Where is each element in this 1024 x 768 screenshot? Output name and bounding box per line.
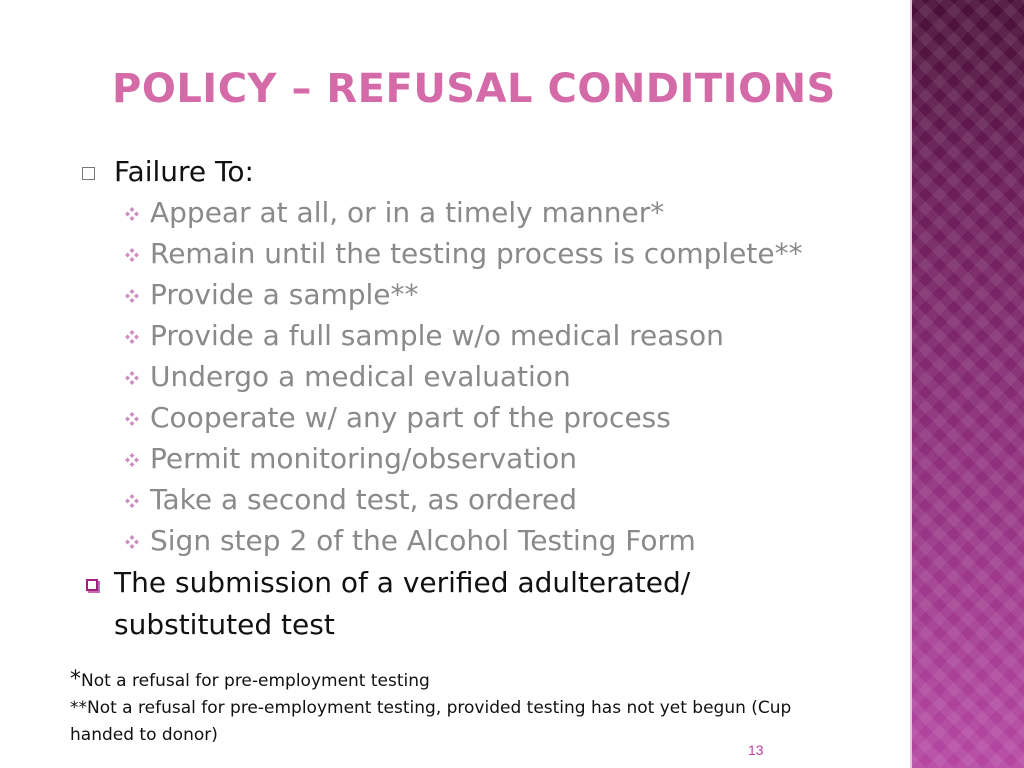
four-diamond-icon <box>124 493 140 509</box>
square-shadow-icon <box>86 579 98 591</box>
failure-item: Provide a full sample w/o medical reason <box>150 319 724 352</box>
submission-line-2: substituted test <box>114 608 335 641</box>
failure-item: Permit monitoring/observation <box>150 442 577 475</box>
footnote-1-text: Not a refusal for pre-employment testing <box>81 671 430 691</box>
page-number: 13 <box>748 742 764 758</box>
footnote-1 <box>70 667 430 692</box>
submission-line-1: The submission of a verified adulterated/ <box>114 566 691 599</box>
four-diamond-icon <box>124 247 140 263</box>
four-diamond-icon <box>124 534 140 550</box>
failure-item: Provide a sample** <box>150 278 419 311</box>
decorative-side-band <box>912 0 1024 768</box>
failure-item: Cooperate w/ any part of the process <box>150 401 671 434</box>
four-diamond-icon <box>124 206 140 222</box>
footnote-2-line-2: handed to donor) <box>70 725 218 745</box>
four-diamond-icon <box>124 370 140 386</box>
footnote-2-line-1: **Not a refusal for pre-employment testing, provided testing has not yet begun (Cup <box>70 698 792 718</box>
four-diamond-icon <box>124 452 140 468</box>
hollow-square-icon <box>82 167 95 180</box>
footnote-1-mark: * <box>70 667 81 692</box>
failure-item: Undergo a medical evaluation <box>150 360 571 393</box>
failure-item: Appear at all, or in a timely manner* <box>150 196 665 229</box>
failure-item: Remain until the testing process is complete** <box>150 237 803 270</box>
four-diamond-icon <box>124 329 140 345</box>
failure-item: Sign step 2 of the Alcohol Testing Form <box>150 524 696 557</box>
four-diamond-icon <box>124 411 140 427</box>
slide-title: POLICY – REFUSAL CONDITIONS <box>112 66 836 112</box>
failure-heading: Failure To: <box>114 155 254 188</box>
failure-item: Take a second test, as ordered <box>150 483 578 516</box>
four-diamond-icon <box>124 288 140 304</box>
